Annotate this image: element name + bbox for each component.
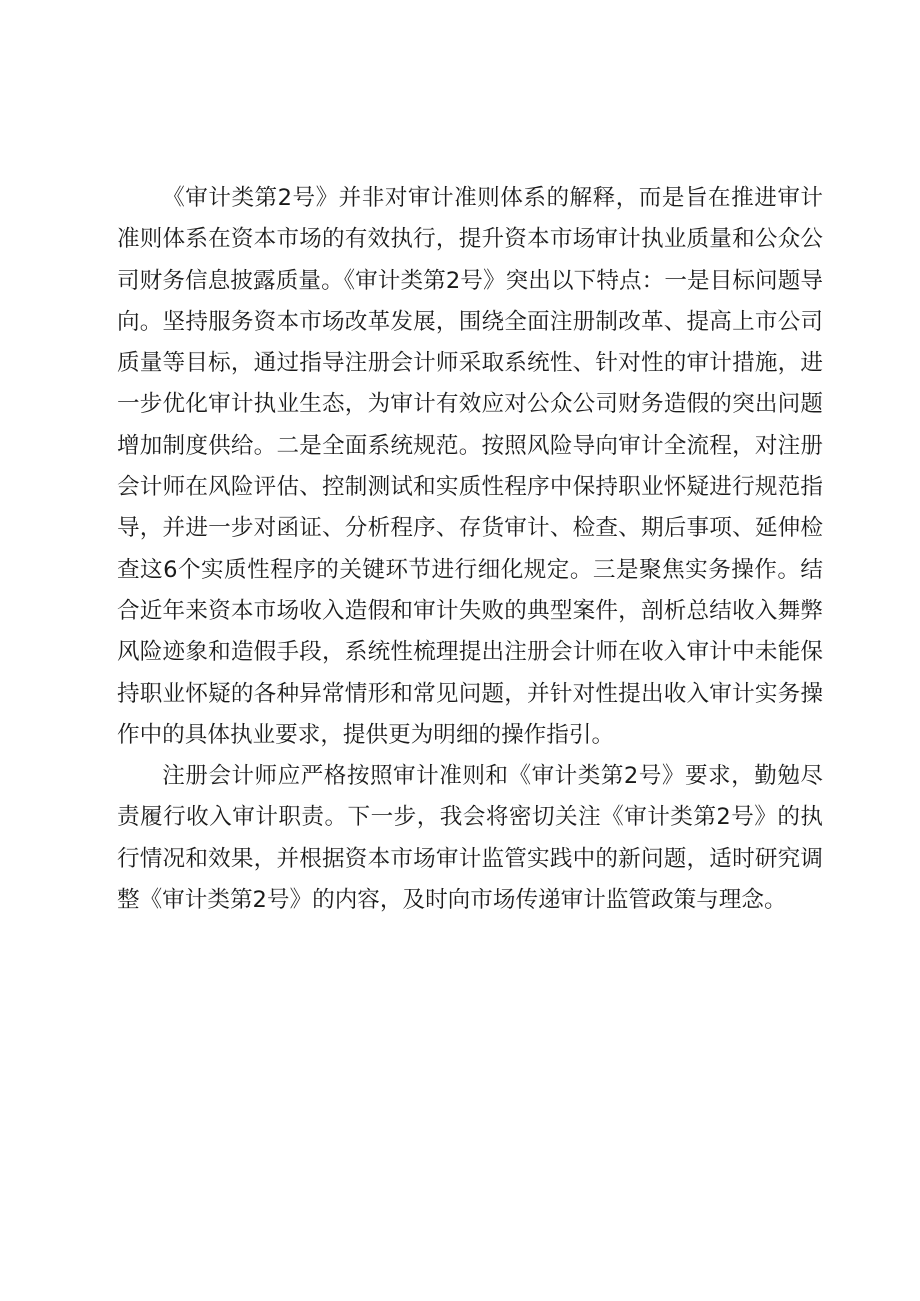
document-body bbox=[117, 178, 823, 921]
paragraph-features: 《审计类第2号》并非对审计准则体系的解释，而是旨在推进审计准则体系在资本市场的有效执行，提升资本市场审计执业质量和公众公司财务信息披露质量。《审计类第2号》突出以下特点：一是目标问题导向。坚持服务资本市场改革发展，围绕全面注册制改革、提高上市公司质量等目标，通过指导注册会计师采取系统性、针对性的审计措施，进一步优化审计执业生态，为审计有效应对公众公司财务造假的突出问题增加制度供给。二是全面系统规范。按照风险导向审计全流程，对注册会计师在风险评估、控制测试和实质性程序中保持职业怀疑进行规范指导，并进一步对函证、分析程序、存货审计、检查、期后事项、延伸检查这6个实质性程序的关键环节进行细化规定。三是聚焦实务操作。结合近年来资本市场收入造假和审计失败的典型案件，剖析总结收入舞弊风险迹象和造假手段，系统性梳理提出注册会计师在收入审计中未能保持职业怀疑的各种异常情形和常见问题，并针对性提出收入审计实务操作中的具体执业要求，提供更为明细的操作指引。 bbox=[117, 185, 823, 748]
paragraph-next-steps: 注册会计师应严格按照审计准则和《审计类第2号》要求，勤勉尽责履行收入审计职责。下一步，我会将密切关注《审计类第2号》的执行情况和效果，并根据资本市场审计监管实践中的新问题，适时研究调整《审计类第2号》的内容，及时向市场传递审计监管政策与理念。 bbox=[117, 763, 823, 914]
